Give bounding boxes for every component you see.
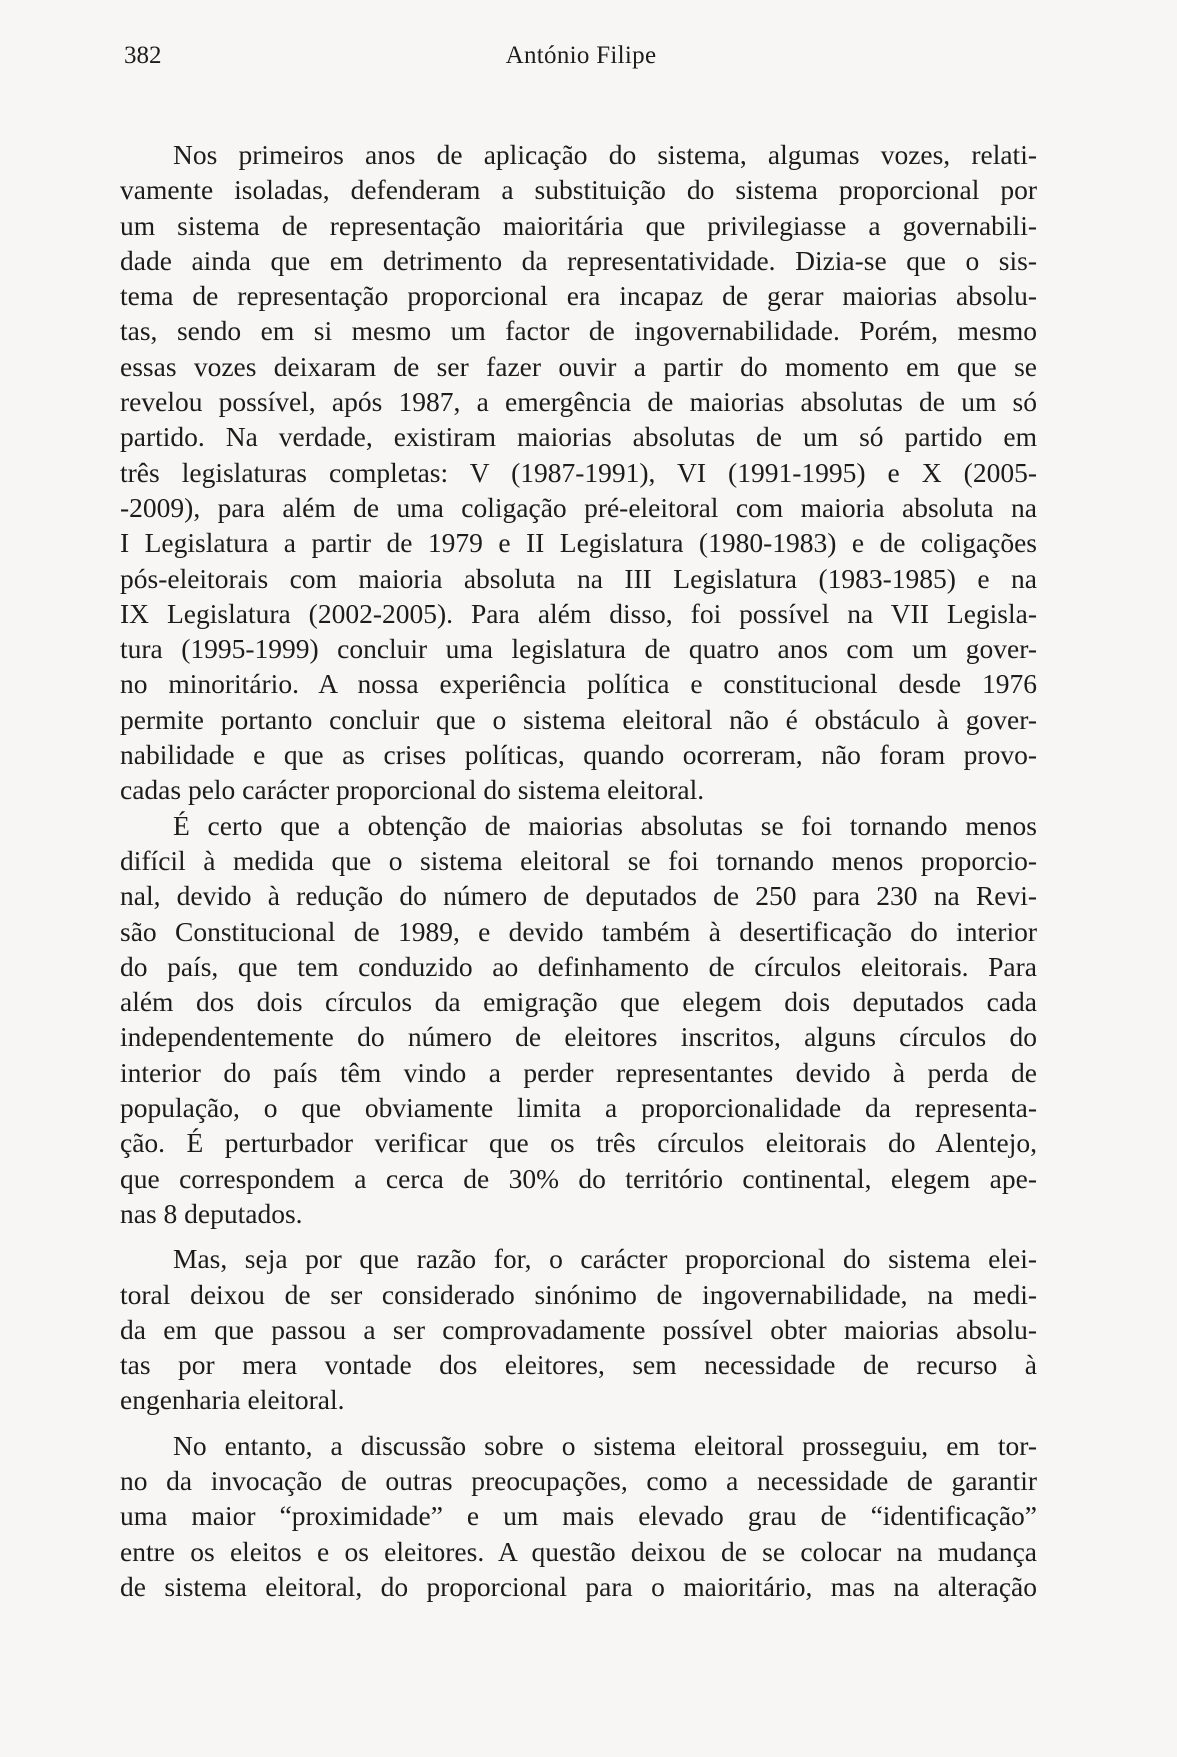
text-line: Nos primeiros anos de aplicação do sistema, algumas vozes, relati-	[173, 139, 1037, 170]
text-line: no da invocação de outras preocupações, como a necessidade de garantir	[120, 1464, 1037, 1496]
text-line: pós-eleitorais com maioria absoluta na III Legislatura (1983-1985) e na	[120, 562, 1037, 594]
text-line: -2009), para além de uma coligação pré-eleitoral com maioria absoluta na	[120, 491, 1037, 523]
text-line: vamente isoladas, defenderam a substituição do sistema proporcional por	[120, 174, 1037, 206]
text-line: tas por mera vontade dos eleitores, sem necessidade de recurso à	[120, 1349, 1037, 1381]
text-line: entre os eleitos e os eleitores. A questão deixou de se colocar na mudança	[120, 1535, 1037, 1567]
text-line: interior do país têm vindo a perder representantes devido à perda de	[120, 1056, 1037, 1088]
running-title: António Filipe	[505, 42, 657, 69]
paragraph	[120, 1241, 1037, 1417]
text-line: No entanto, a discussão sobre o sistema eleitoral prosseguiu, em tor-	[173, 1429, 1037, 1461]
text-line: nal, devido à redução do número de deputados de 250 para 230 na Revi-	[120, 880, 1037, 912]
text-line: revelou possível, após 1987, a emergência de maiorias absolutas de um só	[120, 386, 1037, 418]
text-line: cadas pelo carácter proporcional do sistema eleitoral.	[120, 774, 705, 806]
text-line: uma maior “proximidade” e um mais elevado grau de “identificação”	[120, 1500, 1037, 1532]
text-line: permite portanto concluir que o sistema eleitoral não é obstáculo à gover-	[120, 703, 1037, 735]
text-line: dade ainda que em detrimento da representatividade. Dizia-se que o sis-	[120, 244, 1037, 276]
text-line: independentemente do número de eleitores inscritos, alguns círculos do	[120, 1021, 1037, 1053]
paragraph-gap	[120, 1418, 1037, 1428]
paragraph-gap	[120, 1231, 1037, 1241]
text-line: de sistema eleitoral, do proporcional para o maioritário, mas na alteração	[120, 1570, 1037, 1602]
text-line: nabilidade e que as crises políticas, quando ocorreram, não foram provo-	[120, 739, 1037, 771]
text-line: É certo que a obtenção de maiorias absolutas se foi tornando menos	[173, 809, 1037, 841]
paragraph	[120, 137, 1037, 808]
text-line: são Constitucional de 1989, e devido também à desertificação do interior	[120, 915, 1037, 947]
text-line: IX Legislatura (2002-2005). Para além disso, foi possível na VII Legisla-	[120, 597, 1037, 629]
text-line: do país, que tem conduzido ao definhamento de círculos eleitorais. Para	[120, 950, 1037, 982]
text-line: que correspondem a cerca de 30% do território continental, elegem ape-	[120, 1162, 1037, 1194]
text-line: toral deixou de ser considerado sinónimo de ingovernabilidade, na medi-	[120, 1278, 1037, 1310]
text-line: no minoritário. A nossa experiência política e constitucional desde 1976	[120, 668, 1037, 700]
text-line: tura (1995-1999) concluir uma legislatura de quatro anos com um gover-	[120, 633, 1037, 665]
text-line: três legislaturas completas: V (1987-1991), VI (1991-1995) e X (2005-	[120, 456, 1037, 488]
text-line: tas, sendo em si mesmo um factor de ingovernabilidade. Porém, mesmo	[120, 315, 1037, 347]
text-line: tema de representação proporcional era incapaz de gerar maiorias absolu-	[120, 280, 1037, 312]
text-line: Mas, seja por que razão for, o carácter proporcional do sistema elei-	[173, 1243, 1037, 1275]
text-line: essas vozes deixaram de ser fazer ouvir a partir do momento em que se	[120, 350, 1037, 382]
paragraph	[120, 1428, 1037, 1604]
text-line: um sistema de representação maioritária que privilegiasse a governabili-	[120, 209, 1037, 241]
text-line: difícil à medida que o sistema eleitoral se foi tornando menos proporcio-	[120, 844, 1037, 876]
text-line: ção. É perturbador verificar que os três círculos eleitorais do Alentejo,	[120, 1127, 1037, 1159]
text-line: engenharia eleitoral.	[120, 1384, 345, 1416]
body-text	[120, 137, 1037, 1604]
paragraph	[120, 808, 1037, 1232]
text-line: população, o que obviamente limita a proporcionalidade da representa-	[120, 1092, 1037, 1124]
page-number: 382	[124, 42, 162, 69]
text-line: nas 8 deputados.	[120, 1197, 303, 1229]
running-header	[124, 38, 1038, 74]
text-line: partido. Na verdade, existiram maiorias absolutas de um só partido em	[120, 421, 1037, 453]
text-line: além dos dois círculos da emigração que elegem dois deputados cada	[120, 986, 1037, 1018]
text-line: I Legislatura a partir de 1979 e II Legislatura (1980-1983) e de coligações	[120, 527, 1037, 559]
text-line: da em que passou a ser comprovadamente possível obter maiorias absolu-	[120, 1313, 1037, 1345]
